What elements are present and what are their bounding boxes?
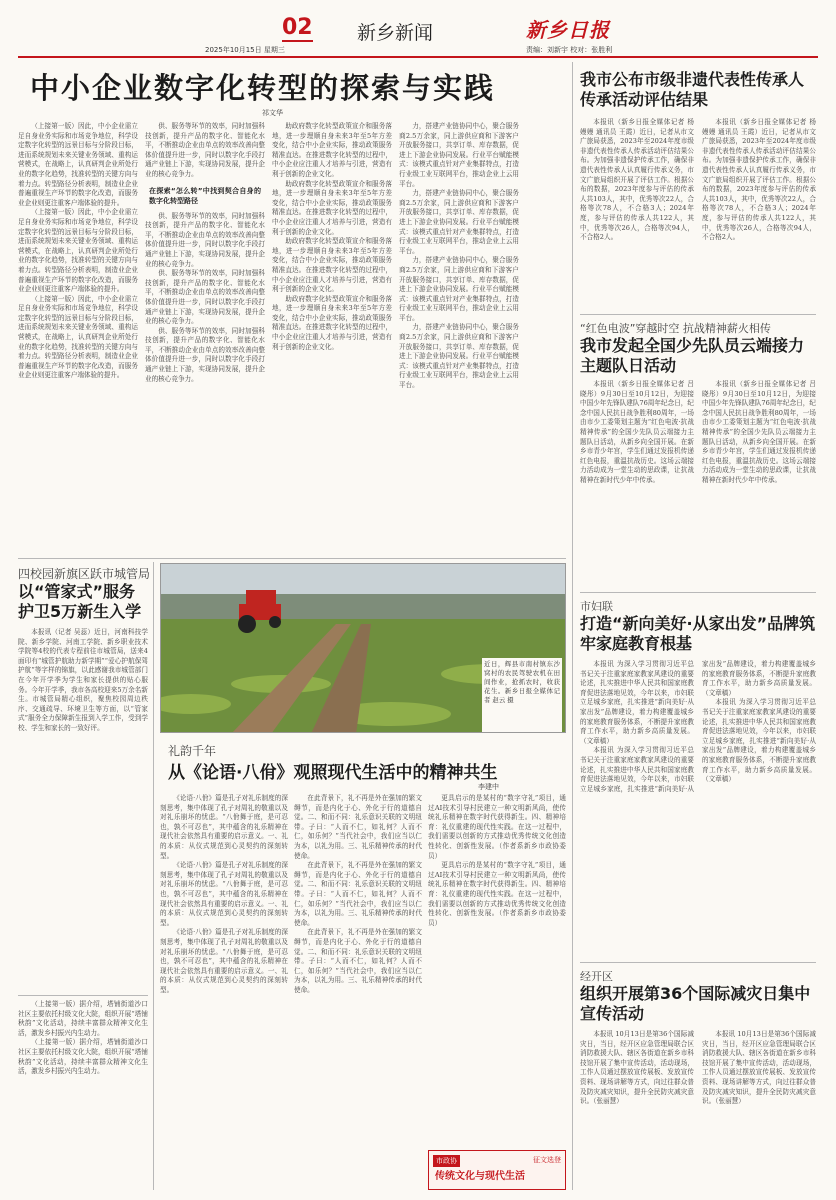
culture-col-3: 更具启示的是某村的“数字守礼”项目，通过AI技术引导村民建立一种文明新风尚，使传统礼乐精神在数字时代获得新生。四、精神培育：礼仪重建的现代性实践。在这一过程中，我们需要以创新的方式推动优秀传统文化创造性转化、创新性发展。（作者系新乡市政协委员） 更具启示的是某村的“数字守礼”项目，通过AI技术引导村民建立一种文明新风尚，使传统礼乐精神在数字时代获得新生。四、精神培育：礼仪重建的现代性实践。在这一过程中，我们需要以创新的方式推动优秀传统文化创造性转化、创新性发展。（作者系新乡市政协委员） — [428, 794, 566, 927]
banner-tag: 征文选登 — [533, 1156, 561, 1164]
right-bottom-kicker: 经开区 — [580, 970, 613, 983]
culture-col-2: 在此背景下，礼不再是外在强加的繁文缛节，而是内化于心、外化于行的道德自觉。二、和而不同：礼乐意识关联的文明纽带。子曰：“人而不仁，如礼何？人而不仁，如乐何？”当代社会中，我们应当以仁为本，以礼为用。三、礼乐精神传承的时代使命。 在此背景下，礼不再是外在强加的繁文缛节，而是内化于心、外化于行的道德自觉。二、和而不同：礼乐意识关联的文明纽带。子曰：“人而不仁，如礼何？人而不仁，如乐何？”当代社会中，我们应当以仁为本，以礼为用。三、礼乐精神传承的时代使命。 在此背景下，礼不再是外在强加的繁文缛节，而是内化于心、外化于行的道德自觉。二、和而不同：礼乐意识关联的文明纽带。子曰：“人而不仁，如礼何？人而不仁，如乐何？”当代社会中，我们应当以仁为本，以礼为用。三、礼乐精神传承的时代使命。 — [294, 794, 422, 994]
right-top-headline: 我市公布市级非遗代表性传承人传承活动评估结果 — [580, 70, 805, 109]
main-author: 祁文华 — [262, 109, 283, 117]
main-subhead: 在探索“怎么转”中找到契合自身的数字化转型路径 — [149, 186, 261, 205]
paper-name-logo: 新乡日报 — [526, 18, 610, 42]
editors-line: 责编：刘新宇 校对：张胜利 — [526, 46, 613, 54]
culture-author: 李建中 — [478, 783, 499, 791]
right-rule-1 — [580, 314, 816, 315]
page-number: 02 — [282, 15, 313, 40]
right-mid-kicker: “红色电波”穿越时空 抗战精神薪火相传 — [580, 322, 771, 335]
section-title: 新乡新闻 — [357, 22, 434, 44]
main-col-4: 力，搭建产业链协同中心，聚合服务商2.5万余家，同上游供应商和下游客户开放服务接口，共享订单、库存数据，促进上下游企业协同发展。行业平台赋能模式：该模式重点针对产业集群特点，打造行业级工业互联网平台，推动企业上云用平台。 力，搭建产业链协同中心，聚合服务商2.5万余家，同上游供应商和下游客户开放服务接口，共享订单、库存数据，促进上下游企业协同发展。行业平台赋能模式：该模式重点针对产业集群特点，打造行业级工业互联网平台，推动企业上云用平台。 力，搭建产业链协同中心，聚合服务商2.5万余家，同上游供应商和下游客户开放服务接口，共享订单、库存数据，促进上下游企业协同发展。行业平台赋能模式：该模式重点针对产业集群特点，打造行业级工业互联网平台，推动企业上云用平台。 力，搭建产业链协同中心，聚合服务商2.5万余家，同上游供应商和下游客户开放服务接口，共享订单、库存数据，促进上下游企业协同发展。行业平台赋能模式：该模式重点针对产业集群特点，打造行业级工业互联网平台，推动企业上云用平台。 — [399, 122, 519, 390]
right-bottom-headline: 组织开展第36个国际减灾日集中宣传活动 — [580, 984, 811, 1023]
right-mid-headline: 我市发起全国少先队员云端接力主题队日活动 — [580, 336, 805, 375]
left-headline: 以“管家式”服务护卫5万新生入学 — [18, 582, 142, 621]
banner-label: 市政协 — [433, 1155, 460, 1167]
culture-col-1: 《论语·八佾》篇是孔子对礼乐制度的深刻思考，集中体现了孔子对周礼的敬重以及对礼乐崩坏的忧虑。“八佾舞于庭，是可忍也，孰不可忍也”，其中蕴含的礼乐精神在现代社会依然具有重要的启示意义。一、礼的本质：从仪式规范到心灵契约的深刻转型。 《论语·八佾》篇是孔子对礼乐制度的深刻思考，集中体现了孔子对周礼的敬重以及对礼乐崩坏的忧虑。“八佾舞于庭，是可忍也，孰不可忍也”，其中蕴含的礼乐精神在现代社会依然具有重要的启示意义。一、礼的本质：从仪式规范到心灵契约的深刻转型。 《论语·八佾》篇是孔子对礼乐制度的深刻思考，集中体现了孔子对周礼的敬重以及对礼乐崩坏的忧虑。“八佾舞于庭，是可忍也，孰不可忍也”，其中蕴含的礼乐精神在现代社会依然具有重要的启示意义。一、礼的本质：从仪式规范到心灵契约的深刻转型。 — [160, 794, 288, 994]
left-body: 本报讯（记者 吴蕊）近日，河南科技学院、新乡学院、河南工学院、新乡职业技术学院等4校的代表专程前往市城管局，送来4面印有“城管护航助力新学期”“爱心护航保驾护航”等字样的锦旗，以此感谢我市城管部门在今年开学季为学生和家长提供的贴心服务。今年开学季，我市各高校迎来5万余名新生。市城管局精心组织，聚焦校园周边秩序、交通疏导、环境卫生等方面，以“管家式”服务全力保障新生报到入学工作，受到学校、学生和家长的一致好评。 — [18, 628, 148, 732]
main-col-2: 供、服务等环节的效率，同时加强科技创新，提升产品的数字化、智能化水平，不断推动企业由单点的效率改善向整体价值提升进一步，同时以数字化手段打通产业链上下游，实现协同发展，提升企业的核心竞争力。 在探索“怎么转”中找到契合自身的数字化转型路径 供、服务等环节的效率，同时加强科技创新，提升产品的数字化、智能化水平，不断推动企业由单点的效率改善向整体价值提升进一步，同时以数字化手段打通产业链上下游，实现协同发展，提升企业的核心竞争力。 供、服务等环节的效率，同时加强科技创新，提升产品的数字化、智能化水平，不断推动企业由单点的效率改善向整体价值提升进一步，同时以数字化手段打通产业链上下游，实现协同发展，提升企业的核心竞争力。 供、服务等环节的效率，同时加强科技创新，提升产品的数字化、智能化水平，不断推动企业由单点的效率改善向整体价值提升进一步，同时以数字化手段打通产业链上下游，实现协同发展，提升企业的核心竞争力。 — [145, 122, 265, 383]
main-headline: 中小企业数字化转型的探索与实践 — [30, 71, 496, 105]
right-bottom-body: 本报讯 10月13日是第36个国际减灾日，当日，经开区应急管理局联合区消防救援大队、辖区各街道在新乡市科技馆开展了集中宣传活动，活动现场，工作人员通过摆放宣传展板、发放宣传资料、现场讲解等方式，向过往群众普及防灾减灾知识，提升全民防灾减灾意识。（张丽慧） 本报讯 10月13日是第36个国际减灾日，当日，经开区应急管理局联合区消防救援大队、辖区各街道在新乡市科技馆开展了集中宣传活动，活动现场，工作人员通过摆放宣传展板、发放宣传资料、现场讲解等方式，向过往群众普及防灾减灾知识，提升全民防灾减灾意识。（张丽慧） — [580, 1030, 816, 1106]
culture-kicker: 礼韵千年 — [168, 744, 217, 758]
photo-caption: 近日，辉县市南村镇东沙窝村的农民驾驶农机在田间作业，抢抓农时，收获花生。新乡日报全媒体记者 赵云 摄 — [482, 658, 562, 732]
main-bottom-rule — [18, 558, 566, 559]
left-kicker: 四校园新旗区跃市城管局 — [18, 567, 151, 581]
right-mid-body: 本报讯（新乡日报全媒体记者 吕晓彤）9月30日至10月12日，为迎接中国少年先锋队建队76周年纪念日，纪念中国人民抗日战争胜利80周年，一场由市少工委策划主题为“红色电波·抗战精神传承”的全国少先队员云端接力主题队日活动，从新乡向全国开展。在新乡市青少年宫，学生们通过发报机传递红色电报，重温抗战历史。这场云端接力活动成为一堂生动的思政课，让抗战精神在新时代少年中传承。 本报讯（新乡日报全媒体记者 吕晓彤）9月30日至10月12日，为迎接中国少年先锋队建队76周年纪念日，纪念中国人民抗日战争胜利80周年，一场由市少工委策划主题为“红色电波·抗战精神传承”的全国少先队员云端接力主题队日活动，从新乡向全国开展。在新乡市青少年宫，学生们通过发报机传递红色电报，重温抗战历史。这场云端接力活动成为一堂生动的思政课，让抗战精神在新时代少年中传承。 — [580, 380, 816, 484]
left-divider — [18, 995, 148, 996]
left-continue: （上接第一版）据介绍，塔铺街道沙口社区主要依托村级文化大院，组织开展“塔铺秋韵”文化活动，持续丰富群众精神文化生活，激发乡村振兴内生动力。 （上接第一版）据介绍，塔铺街道沙口社区主要依托村级文化大院，组织开展“塔铺秋韵”文化活动，持续丰富群众精神文化生活，激发乡村振兴内生动力。 — [18, 1000, 148, 1076]
vertical-rule-right — [572, 62, 573, 1190]
masthead-rule-red — [18, 56, 818, 58]
right-top-body: 本报讯（新乡日报全媒体记者 杨嫚嫚 通讯员 王霞）近日，记者从市文广旅局获悉，2023年至2024年度市级非遗代表性传承人传承活动评估结果公布。为加强非遗保护传承工作，确保非遗代表性传承人认真履行传承义务，市文广旅局组织开展了评估工作。根据公布的数据，2023年度参与评估的传承人共103人，其中，优秀等次22人，合格等次78人，不合格3人；2024年度，参与评估的传承人共122人，其中，优秀等次26人，合格等次94人，不合格2人。 本报讯（新乡日报全媒体记者 杨嫚嫚 通讯员 王霞）近日，记者从市文广旅局获悉，2023年至2024年度市级非遗代表性传承人传承活动评估结果公布。为加强非遗保护传承工作，确保非遗代表性传承人认真履行传承义务，市文广旅局组织开展了评估工作。根据公布的数据，2023年度参与评估的传承人共103人，其中，优秀等次22人，合格等次78人，不合格3人；2024年度，参与评估的传承人共122人，其中，优秀等次26人，合格等次94人，不合格2人。 — [580, 118, 816, 242]
right-lower-headline: 打造“新向美好·从家出发”品牌筑牢家庭教育根基 — [580, 614, 816, 653]
right-lower-kicker: 市妇联 — [580, 600, 613, 613]
issue-date: 2025年10月15日 星期三 — [205, 46, 285, 54]
main-col-3: 助政府数字化转型政策宣介和服务落地，进一步理顺自身未来3年至5年方差变化，结合中小企业实际，推动政策服务精准直达。在推进数字化转型的过程中，中小企业应注重人才培养与引进，营造有利于创新的企业文化。 助政府数字化转型政策宣介和服务落地，进一步理顺自身未来3年至5年方差变化，结合中小企业实际，推动政策服务精准直达。在推进数字化转型的过程中，中小企业应注重人才培养与引进，营造有利于创新的企业文化。 助政府数字化转型政策宣介和服务落地，进一步理顺自身未来3年至5年方差变化，结合中小企业实际，推动政策服务精准直达。在推进数字化转型的过程中，中小企业应注重人才培养与引进，营造有利于创新的企业文化。 助政府数字化转型政策宣介和服务落地，进一步理顺自身未来3年至5年方差变化，结合中小企业实际，推动政策服务精准直达。在推进数字化转型的过程中，中小企业应注重人才培养与引进，营造有利于创新的企业文化。 — [272, 122, 392, 351]
right-rule-3 — [580, 962, 816, 963]
masthead — [0, 0, 836, 60]
culture-headline: 从《论语·八佾》观照现代生活中的精神共生 — [168, 763, 498, 783]
main-col-1: （上接第一版）因此，中小企业需立足自身业务实际和市场竞争地位，科学设定数字化转型的远景目标与分阶段目标，进而系统规划未来关键业务领域、重构运营模式，在战略上，认真研判企业所处行业的数字化趋势，找准转型的关键方向与着力点。转型路径分析表明，制造业企业普遍重视生产环节的数字化改造，而服务业企业则更注重客户端体验的提升。 （上接第一版）因此，中小企业需立足自身业务实际和市场竞争地位，科学设定数字化转型的远景目标与分阶段目标，进而系统规划未来关键业务领域、重构运营模式，在战略上，认真研判企业所处行业的数字化趋势，找准转型的关键方向与着力点。转型路径分析表明，制造业企业普遍重视生产环节的数字化改造，而服务业企业则更注重客户端体验的提升。 （上接第一版）因此，中小企业需立足自身业务实际和市场竞争地位，科学设定数字化转型的远景目标与分阶段目标，进而系统规划未来关键业务领域、重构运营模式，在战略上，认真研判企业所处行业的数字化趋势，找准转型的关键方向与着力点。转型路径分析表明，制造业企业普遍重视生产环节的数字化改造，而服务业企业则更注重客户端体验的提升。 — [18, 122, 138, 380]
banner-title: 传统文化与现代生活 — [435, 1171, 525, 1182]
right-rule-2 — [580, 592, 816, 593]
vertical-rule-left — [153, 562, 154, 1190]
right-lower-body: 本报讯 为深入学习贯彻习近平总书记关于注重家庭家教家风建设的重要论述，扎实推进中华人民共和国家庭教育促进法落地见效，今年以来，市妇联立足城乡家庭，扎实推进“新向美好·从家出发”品牌建设，着力构建覆盖城乡的家庭教育服务体系，不断提升家庭教育工作水平，助力新乡高质量发展。（文章稿） 本报讯 为深入学习贯彻习近平总书记关于注重家庭家教家风建设的重要论述，扎实推进中华人民共和国家庭教育促进法落地见效，今年以来，市妇联立足城乡家庭，扎实推进“新向美好·从家出发”品牌建设，着力构建覆盖城乡的家庭教育服务体系，不断提升家庭教育工作水平，助力新乡高质量发展。（文章稿） 本报讯 为深入学习贯彻习近平总书记关于注重家庭家教家风建设的重要论述，扎实推进中华人民共和国家庭教育促进法落地见效，今年以来，市妇联立足城乡家庭，扎实推进“新向美好·从家出发”品牌建设，着力构建覆盖城乡的家庭教育服务体系，不断提升家庭教育工作水平，助力新乡高质量发展。（文章稿） — [580, 660, 816, 793]
column-banner — [428, 1150, 566, 1190]
